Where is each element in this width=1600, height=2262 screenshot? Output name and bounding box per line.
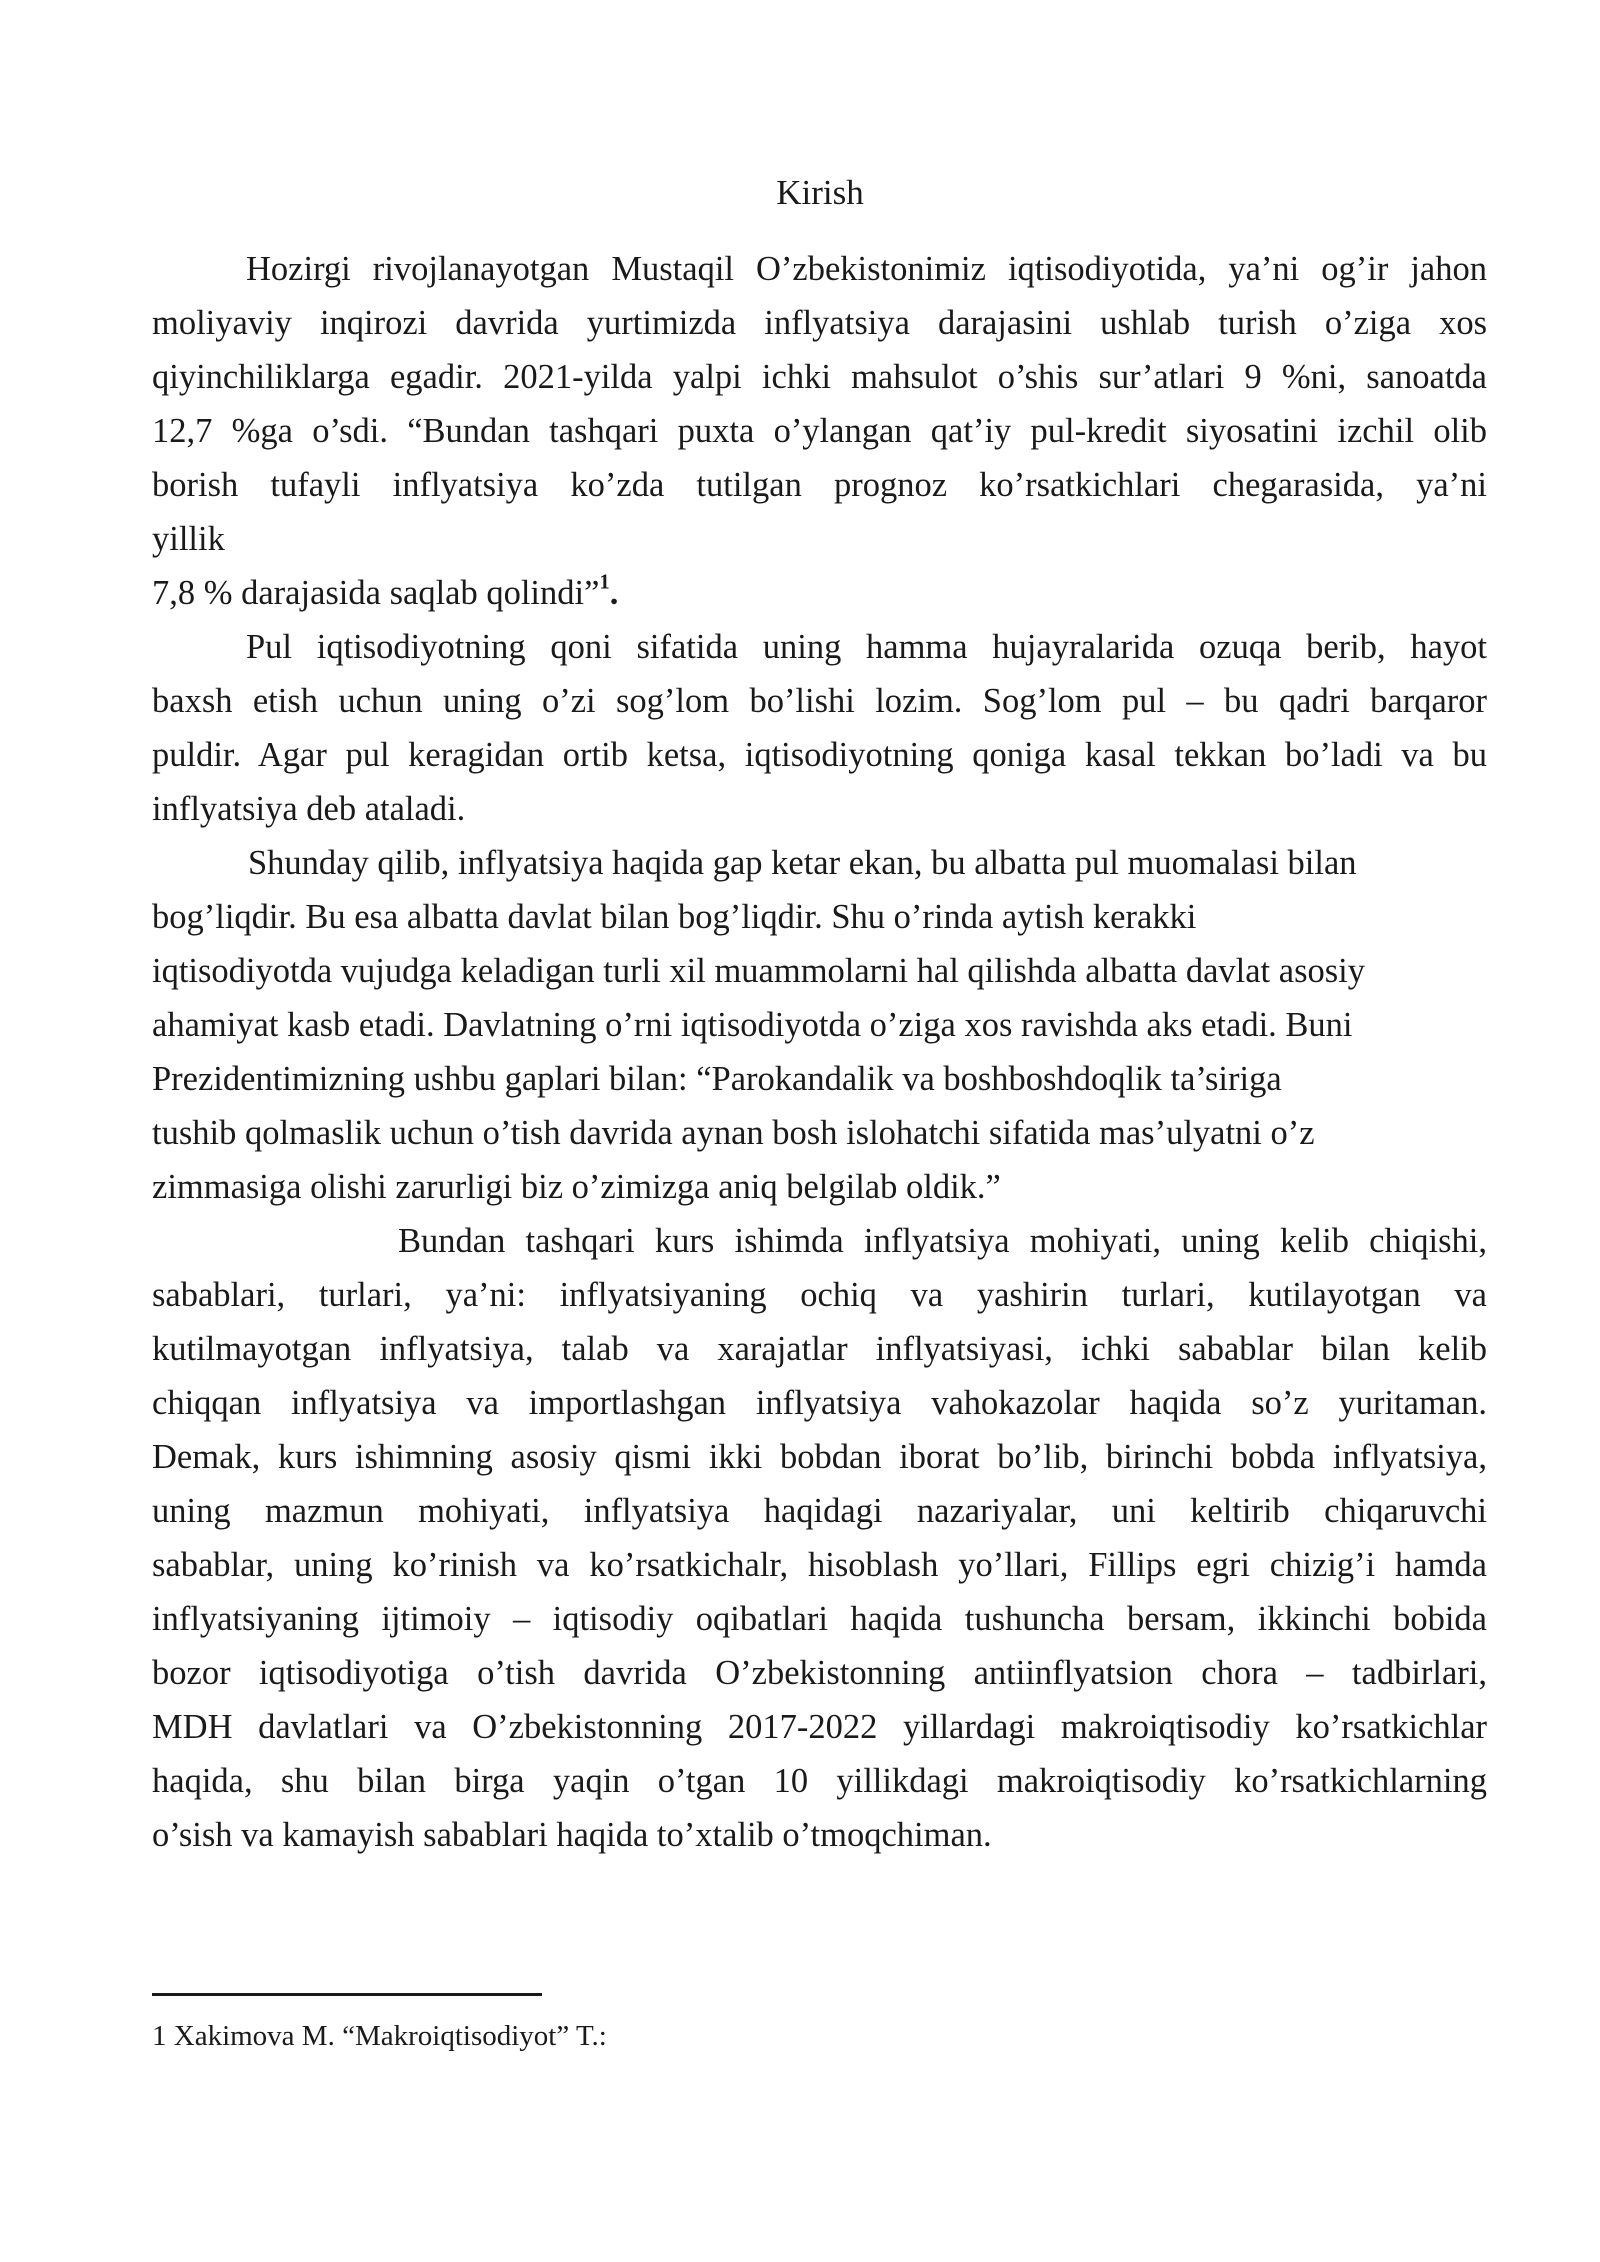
text-line: 12,7 %ga o’sdi. “Bundan tashqari puxta o’ylangan qat’iy pul-kredit siyosatini izchil olib [152, 412, 1487, 450]
text-line: inflyatsiyaning ijtimoiy – iqtisodiy oqibatlari haqida tushuncha bersam, ikkinchi bobida [152, 1600, 1487, 1638]
text-line: haqida, shu bilan birga yaqin o’tgan 10 yillikdagi makroiqtisodiy ko’rsatkichlarning [152, 1762, 1487, 1800]
text-line: Pul iqtisodiyotning qoni sifatida uning hamma hujayralarida ozuqa berib, hayot [246, 628, 1487, 666]
text-line: kutilmayotgan inflyatsiya, talab va xarajatlar inflyatsiyasi, ichki sabablar bilan kelib [152, 1330, 1487, 1368]
text-line: zimmasiga olishi zarurligi biz o’zimizga aniq belgilab oldik.” [152, 1168, 1001, 1206]
text-line: sabablari, turlari, ya’ni: inflyatsiyaning ochiq va yashirin turlari, kutilayotgan va [152, 1276, 1487, 1314]
text-line-content: 7,8 % darajasida saqlab qolindi” [152, 574, 600, 612]
text-line: inflyatsiya deb ataladi. [152, 790, 466, 828]
text-line: Prezidentimizning ushbu gaplari bilan: “Parokandalik va boshboshdoqlik ta’siriga [152, 1060, 1282, 1098]
text-line: o’sish va kamayish sabablari haqida to’xtalib o’tmoqchiman. [152, 1816, 992, 1854]
text-line: uning mazmun mohiyati, inflyatsiya haqidagi nazariyalar, uni keltirib chiqaruvchi [152, 1492, 1487, 1530]
text-line: sabablar, uning ko’rinish va ko’rsatkichalr, hisoblash yo’llari, Fillips egri chizig’i hamda [152, 1546, 1487, 1584]
footnote-separator [152, 1993, 542, 1996]
page-title: Kirish [776, 173, 864, 212]
text-line: ahamiyat kasb etadi. Davlatning o’rni iqtisodiyotda o’ziga xos ravishda aks etadi. Buni [152, 1006, 1353, 1044]
text-line: yillik [152, 520, 225, 558]
text-line: borish tufayli inflyatsiya ko’zda tutilgan prognoz ko’rsatkichlari chegarasida, ya’ni [152, 466, 1487, 504]
text-line: bozor iqtisodiyotiga o’tish davrida O’zbekistonning antiinflyatsion chora – tadbirlari, [152, 1654, 1487, 1692]
text-line: Bundan tashqari kurs ishimda inflyatsiya mohiyati, uning kelib chiqishi, [398, 1222, 1487, 1260]
footnote-marker: 1 [599, 571, 610, 594]
footnote: 1 Xakimova M. “Makroiqtisodiyot” T.: [152, 2020, 607, 2052]
text-line: baxsh etish uchun uning o’zi sog’lom bo’lishi lozim. Sog’lom pul – bu qadri barqaror [152, 682, 1487, 720]
text-line: chiqqan inflyatsiya va importlashgan inflyatsiya vahokazolar haqida so’z yuritaman. [152, 1384, 1487, 1422]
text-line: puldir. Agar pul keragidan ortib ketsa, iqtisodiyotning qoniga kasal tekkan bo’ladi va bu [152, 736, 1487, 774]
text-line: Demak, kurs ishimning asosiy qismi ikki bobdan iborat bo’lib, birinchi bobda inflyatsiya, [152, 1438, 1487, 1476]
text-line: Shunday qilib, inflyatsiya haqida gap ketar ekan, bu albatta pul muomalasi bilan [248, 844, 1357, 882]
text-line: iqtisodiyotda vujudga keladigan turli xil muammolarni hal qilishda albatta davlat asosiy [152, 952, 1366, 990]
text-line [152, 566, 1487, 620]
text-line: Hozirgi rivojlanayotgan Mustaqil O’zbekistonimiz iqtisodiyotida, ya’ni og’ir jahon [246, 250, 1487, 288]
text-line: qiyinchiliklarga egadir. 2021-yilda yalpi ichki mahsulot o’shis sur’atlari 9 %ni, sanoatda [152, 358, 1487, 396]
footnote-marker-period: . [609, 574, 619, 612]
text-line: tushib qolmaslik uchun o’tish davrida aynan bosh islohatchi sifatida mas’ulyatni o’z [152, 1114, 1315, 1152]
text-line: moliyaviy inqirozi davrida yurtimizda inflyatsiya darajasini ushlab turish o’ziga xos [152, 304, 1487, 342]
text-line: MDH davlatlari va O’zbekistonning 2017-2022 yillardagi makroiqtisodiy ko’rsatkichlar [152, 1708, 1487, 1746]
text-line: bog’liqdir. Bu esa albatta davlat bilan bog’liqdir. Shu o’rinda aytish kerakki [152, 898, 1197, 936]
